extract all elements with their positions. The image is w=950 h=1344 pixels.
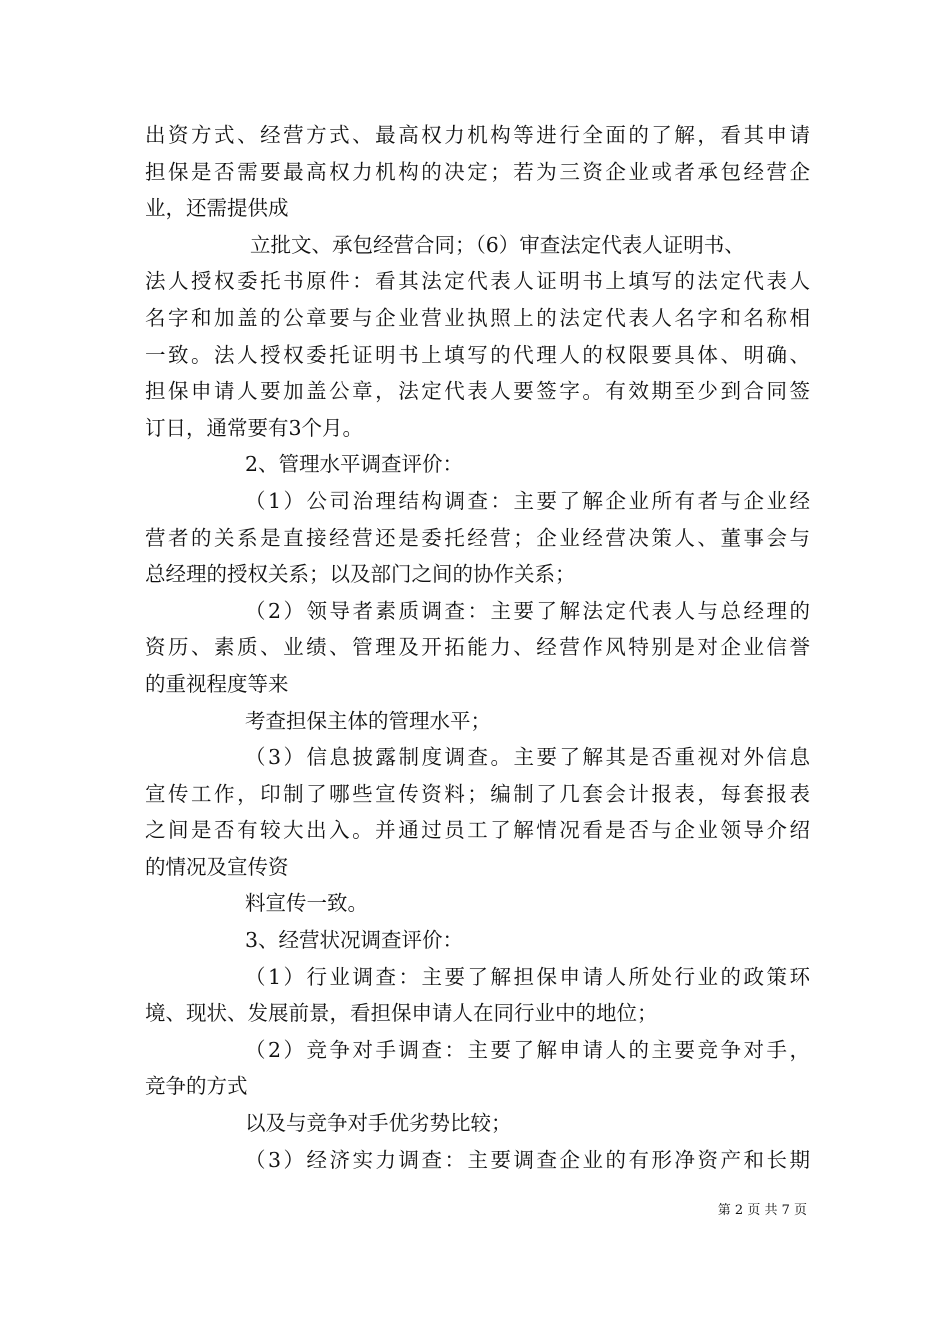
text-line: 业，还需提供成: [145, 196, 289, 221]
text-line: 的重视程度等来: [145, 671, 289, 696]
text-line: （1）行业调查：主要了解担保申请人所处行业的政策环: [245, 964, 810, 989]
text-line: 资历、素质、业绩、管理及开拓能力、经营作风特别是对企业信誉: [145, 635, 810, 660]
text-line: 料宣传一致。: [245, 891, 368, 916]
text-line: （2）竞争对手调查：主要了解申请人的主要竞争对手，: [245, 1037, 810, 1062]
text-line: 出资方式、经营方式、最高权力机构等进行全面的了解，看其申请: [145, 123, 810, 147]
text-line: 名字和加盖的公章要与企业营业执照上的法定代表人名字和名称相: [145, 305, 810, 330]
text-line: 营者的关系是直接经营还是委托经营；企业经营决策人、董事会与: [145, 525, 810, 550]
text-line: 考查担保主体的管理水平；: [245, 708, 491, 733]
text-line: 立批文、承包经营合同；（6）审查法定代表人证明书、: [250, 232, 745, 257]
text-line: （3）信息披露制度调查。主要了解其是否重视对外信息: [245, 745, 810, 770]
text-line: 法人授权委托书原件：看其法定代表人证明书上填写的法定代表人: [145, 269, 810, 294]
text-line: 担保是否需要最高权力机构的决定；若为三资企业或者承包经营企: [145, 159, 810, 184]
text-line: 竞争的方式: [145, 1074, 248, 1099]
text-line: （3）经济实力调查：主要调查企业的有形净资产和长期: [245, 1147, 810, 1172]
page-number-footer: 第 2 页 共 7 页: [717, 1203, 807, 1218]
text-line: 3、经营状况调查评价：: [245, 928, 464, 953]
document-body: [145, 117, 810, 1178]
text-line: 境、现状、发展前景，看担保申请人在同行业中的地位；: [145, 1001, 658, 1026]
text-line: （2）领导者素质调查：主要了解法定代表人与总经理的: [245, 598, 810, 623]
text-line: 的情况及宣传资: [145, 854, 289, 879]
text-line: 宣传工作，印制了哪些宣传资料；编制了几套会计报表，每套报表: [145, 781, 810, 806]
text-line: 2、管理水平调查评价：: [245, 452, 464, 477]
text-line: 担保申请人要加盖公章，法定代表人要签字。有效期至少到合同签: [145, 379, 810, 404]
text-line: 之间是否有较大出入。并通过员工了解情况看是否与企业领导介绍: [145, 818, 810, 843]
text-line: （1）公司治理结构调查：主要了解企业所有者与企业经: [245, 488, 810, 513]
text-line: 总经理的授权关系；以及部门之间的协作关系；: [145, 562, 576, 587]
text-line: 一致。法人授权委托证明书上填写的代理人的权限要具体、明确、: [145, 342, 810, 367]
text-line: 以及与竞争对手优劣势比较；: [245, 1111, 512, 1136]
text-line: 订日，通常要有3个月。: [145, 415, 364, 440]
